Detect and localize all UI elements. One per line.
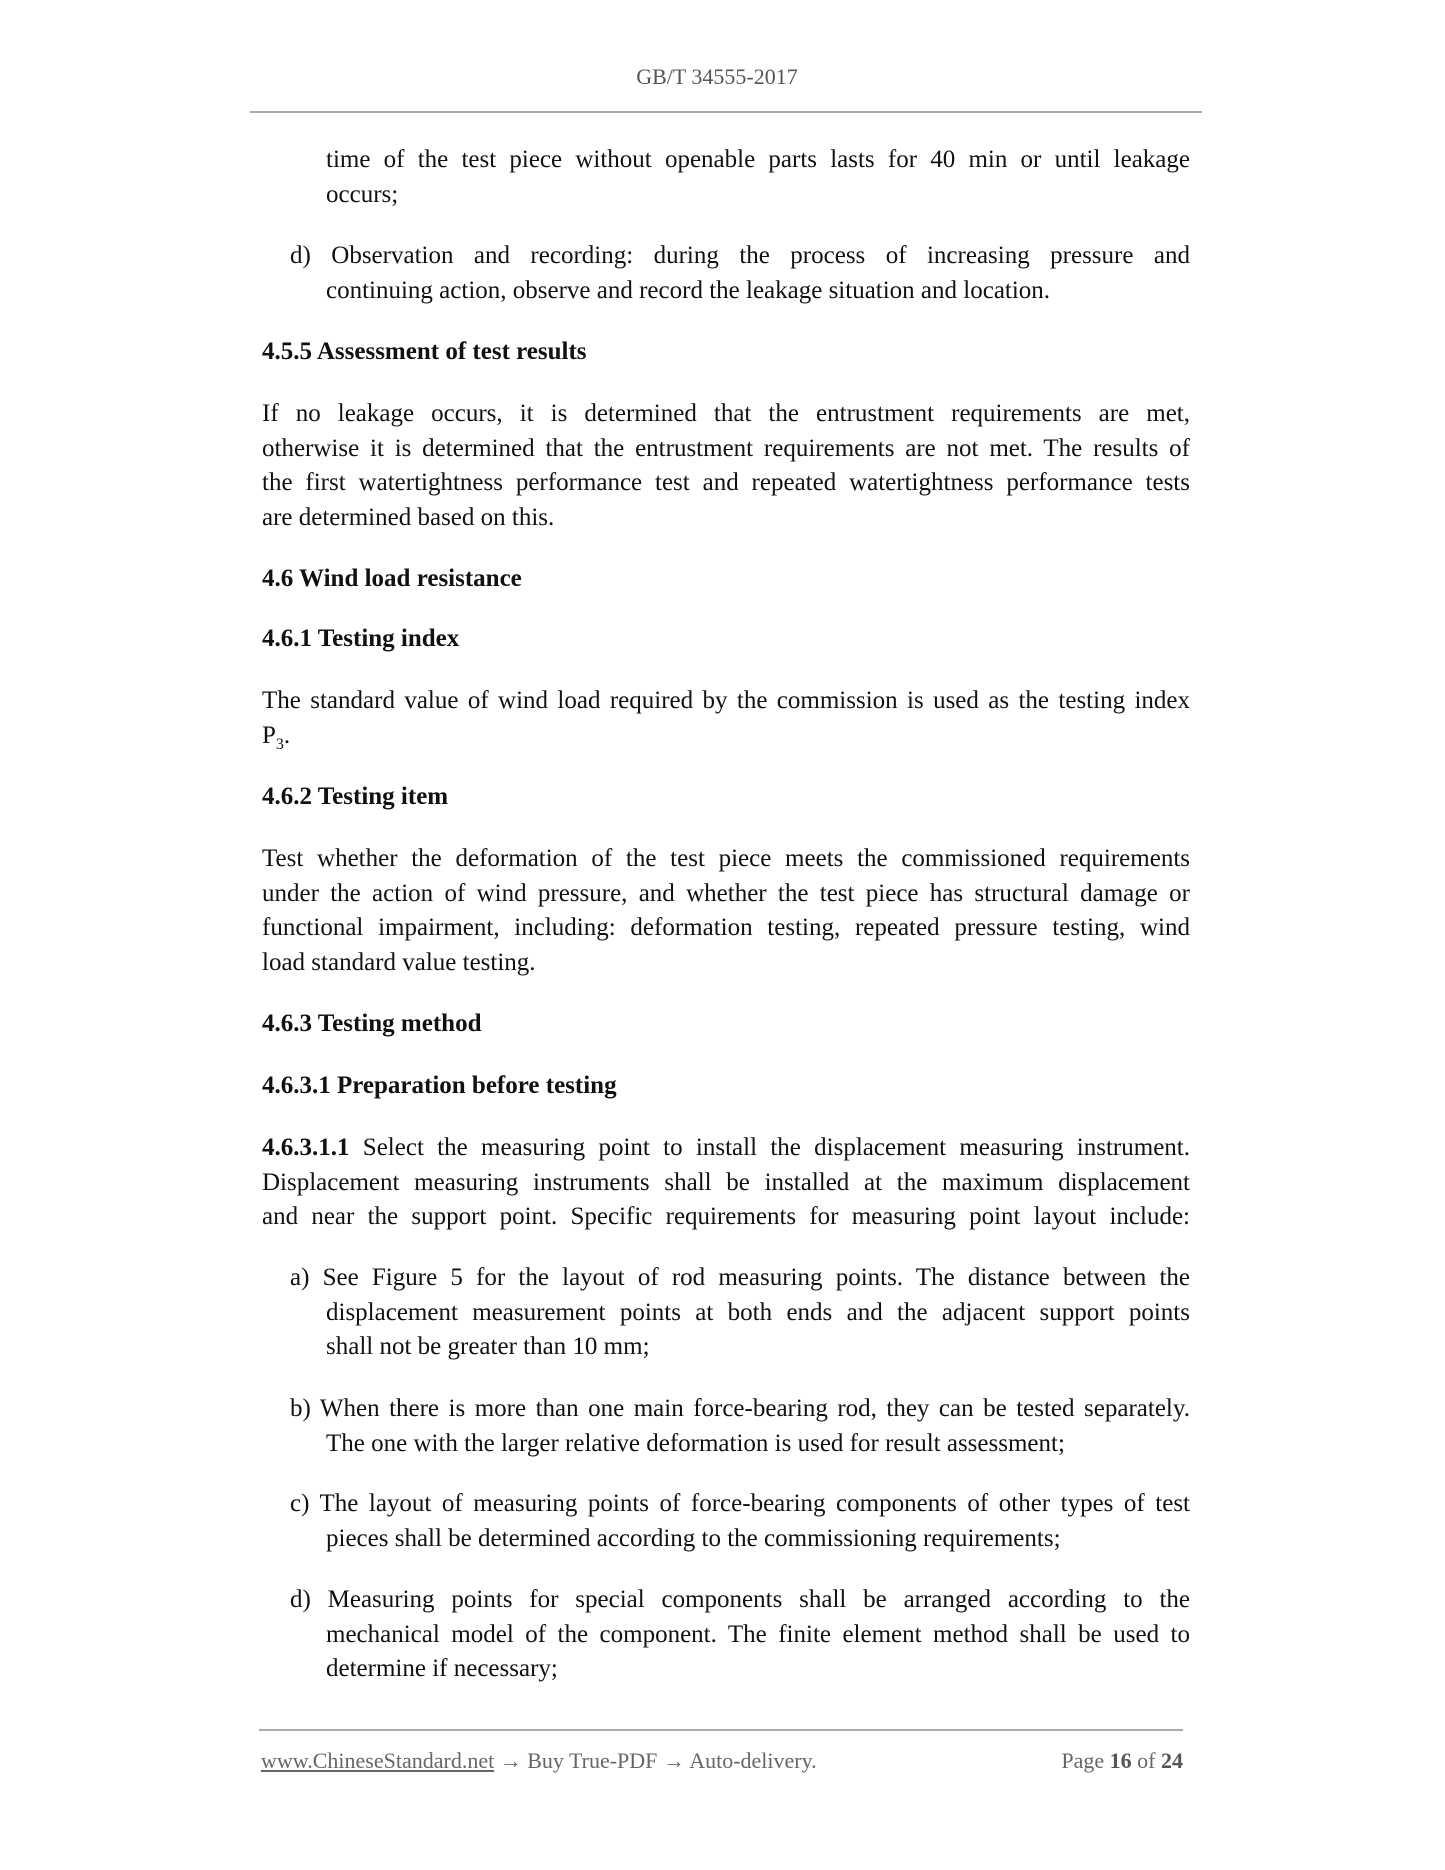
list-item-b bbox=[290, 1392, 1190, 1461]
header-divider bbox=[250, 111, 1202, 113]
website-link[interactable]: www.ChineseStandard.net bbox=[261, 1748, 495, 1773]
text-line: continuing action, observe and record the leakage situation and location. bbox=[326, 276, 1051, 304]
text-line: time of the test piece without openable parts lasts for 40 min or until leakage bbox=[326, 146, 1190, 173]
paragraph-assessment bbox=[262, 397, 1190, 535]
text-line: functional impairment, including: deformation testing, repeated pressure testing, wind bbox=[262, 914, 1190, 942]
text-line: displacement measurement points at both ends and the adjacent support points bbox=[326, 1298, 1190, 1326]
text-line: occurs; bbox=[326, 180, 399, 208]
text-line: d) Observation and recording: during the process of increasing pressure and bbox=[290, 242, 1190, 269]
list-item-d-observation bbox=[290, 239, 1190, 308]
heading-4-6: 4.6 Wind load resistance bbox=[262, 565, 522, 592]
period: . bbox=[283, 721, 291, 749]
text-line: under the action of wind pressure, and whether the test piece has structural damage or bbox=[262, 879, 1190, 907]
text-line: The standard value of wind load required by the commission is used as the testing index bbox=[262, 687, 1190, 714]
list-item-d-special bbox=[290, 1583, 1190, 1687]
symbol-p: P bbox=[262, 721, 276, 749]
list-item-c bbox=[290, 1487, 1190, 1556]
text-line: and near the support point. Specific requirements for measuring point layout include: bbox=[262, 1203, 1190, 1231]
text-line bbox=[262, 719, 1190, 763]
text-line: otherwise it is determined that the entrustment requirements are not met. The results of bbox=[262, 434, 1190, 462]
of-label: of bbox=[1137, 1748, 1156, 1773]
clause-number: 4.6.3.1.1 bbox=[262, 1134, 350, 1161]
continued-list-item bbox=[326, 143, 1190, 212]
heading-4-5-5: 4.5.5 Assessment of test results bbox=[262, 338, 587, 365]
promo-text: → Buy True-PDF → Auto-delivery. bbox=[494, 1748, 817, 1773]
paragraph-4-6-3-1-1 bbox=[262, 1131, 1190, 1235]
heading-4-6-2: 4.6.2 Testing item bbox=[262, 783, 449, 810]
text-line: Test whether the deformation of the test piece meets the commissioned requirements bbox=[262, 845, 1190, 872]
heading-4-6-1: 4.6.1 Testing index bbox=[262, 625, 460, 652]
clause-text: Select the measuring point to install the displacement measuring instrument. bbox=[349, 1134, 1190, 1161]
text-line bbox=[262, 1131, 1190, 1166]
page-label: Page bbox=[1061, 1748, 1105, 1773]
text-line: pieces shall be determined according to the commissioning requirements; bbox=[326, 1524, 1061, 1552]
text-line: d) Measuring points for special components shall be arranged according to the bbox=[290, 1586, 1190, 1613]
heading-4-6-3: 4.6.3 Testing method bbox=[262, 1010, 482, 1037]
text-line: The one with the larger relative deformation is used for result assessment; bbox=[326, 1429, 1065, 1457]
subscript: 3 bbox=[275, 735, 284, 753]
footer-promo bbox=[261, 1748, 817, 1774]
paragraph-testing-item bbox=[262, 842, 1190, 980]
text-line: determine if necessary; bbox=[326, 1655, 558, 1683]
text-line: shall not be greater than 10 mm; bbox=[326, 1333, 650, 1361]
text-line: load standard value testing. bbox=[262, 948, 536, 976]
heading-4-6-3-1: 4.6.3.1 Preparation before testing bbox=[262, 1072, 617, 1099]
text-line: the first watertightness performance test and repeated watertightness performance tests bbox=[262, 469, 1190, 497]
text-line: Displacement measuring instruments shall be installed at the maximum displacement bbox=[262, 1168, 1190, 1196]
text-line: c) The layout of measuring points of force-bearing components of other types of test bbox=[290, 1490, 1190, 1517]
paragraph-testing-index bbox=[262, 684, 1190, 762]
document-id-header: GB/T 34555-2017 bbox=[636, 64, 798, 89]
list-item-a bbox=[290, 1261, 1190, 1365]
text-line: are determined based on this. bbox=[262, 503, 555, 531]
text-line: b) When there is more than one main force-bearing rod, they can be tested separately. bbox=[290, 1395, 1190, 1422]
page-number: 16 bbox=[1109, 1748, 1132, 1773]
page-total: 24 bbox=[1161, 1748, 1183, 1773]
text-line: mechanical model of the component. The finite element method shall be used to bbox=[326, 1620, 1190, 1648]
page-indicator bbox=[1061, 1748, 1183, 1774]
text-line: If no leakage occurs, it is determined that the entrustment requirements are met, bbox=[262, 400, 1190, 427]
text-line: a) See Figure 5 for the layout of rod measuring points. The distance between the bbox=[290, 1264, 1190, 1291]
footer-divider bbox=[259, 1729, 1183, 1731]
